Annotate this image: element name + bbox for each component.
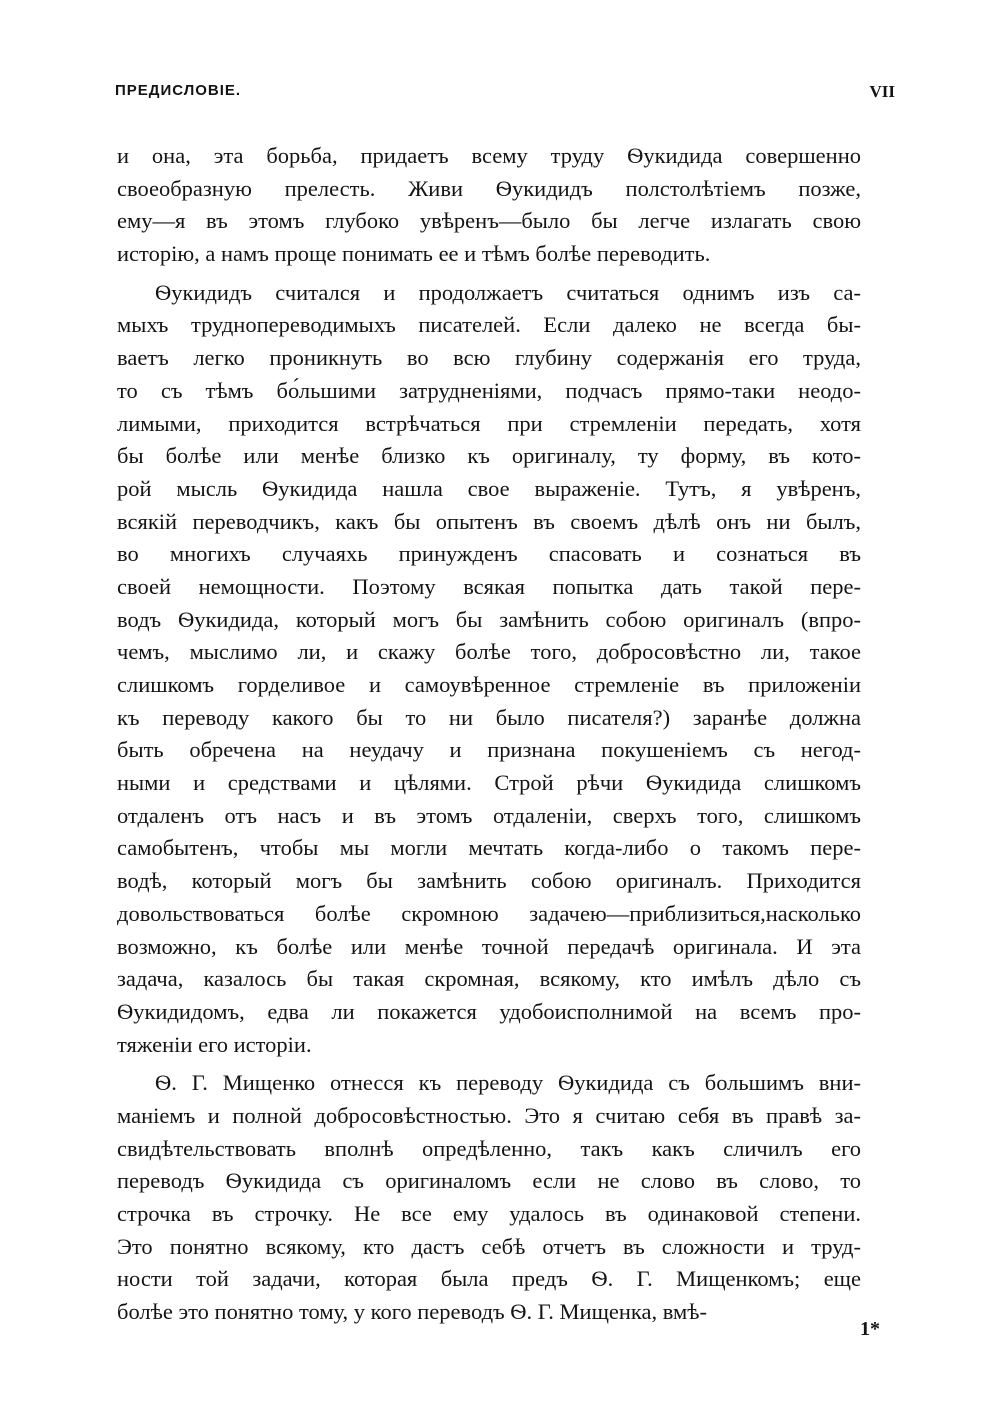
text-line: ваетъ легко проникнуть во всю глубину содержанія его труда, [117, 345, 861, 371]
text-line: водѣ, который могъ бы замѣнить собою оригиналъ. Приходится [117, 868, 861, 894]
text-line: бы болѣе или менѣе близко къ оригиналу, ту форму, въ кото- [117, 443, 861, 469]
text-line: быть обречена на неудачу и признана покушеніемъ съ негод- [117, 737, 861, 763]
text-line: рой мысль Ѳукидида нашла свое выраженіе. Тутъ, я увѣренъ, [117, 475, 861, 501]
running-title: ПРЕДИСЛОВІЕ. [115, 82, 242, 99]
text-line: Ѳукидидомъ, едва ли покажется удобоисполнимой на всемъ про- [117, 998, 861, 1024]
text-line: исторію, а намъ проще понимать ее и тѣмъ болѣе переводить. [117, 241, 711, 267]
text-line: тяженіи его исторіи. [117, 1031, 312, 1057]
text-line: строчка въ строчку. Не все ему удалось въ одинаковой степени. [117, 1201, 861, 1226]
text-line: и она, эта борьба, придаетъ всему труду Ѳукидида совершенно [117, 143, 861, 168]
body-text [117, 140, 861, 1335]
text-line: переводъ Ѳукидида съ оригиналомъ если не слово въ слово, то [117, 1168, 861, 1194]
text-line: болѣе это понятно тому, у кого переводъ Ѳ. Г. Мищенка, вмѣ- [117, 1299, 707, 1325]
text-line: отдаленъ отъ насъ и въ этомъ отдаленіи, сверхъ того, слишкомъ [117, 802, 861, 828]
signature-mark: 1* [860, 1318, 880, 1340]
text-line: Ѳ. Г. Мищенко отнесся къ переводу Ѳукидида съ большимъ вни- [155, 1070, 861, 1096]
text-line: лимыми, приходится встрѣчаться при стремленіи передать, хотя [117, 410, 861, 436]
page-number: VII [869, 82, 895, 101]
paragraph-2 [117, 277, 861, 1062]
paragraph-1 [117, 140, 861, 271]
text-line: свидѣтельствовать вполнѣ опредѣленно, такъ какъ сличилъ его [117, 1135, 861, 1161]
text-line: ными и средствами и цѣлями. Строй рѣчи Ѳукидида слишкомъ [117, 770, 861, 796]
text-line: мыхъ труднопереводимыхъ писателей. Если далеко не всегда бы- [117, 312, 861, 338]
running-head [115, 82, 895, 106]
text-line: во многихъ случаяхь принужденъ спасовать и сознаться въ [117, 541, 861, 567]
text-line: чемъ, мыслимо ли, и скажу болѣе того, добросовѣстно ли, такое [117, 639, 861, 665]
text-line: самобытенъ, чтобы мы могли мечтать когда-либо о такомъ пере- [117, 835, 861, 861]
text-line: Это понятно всякому, кто дастъ себѣ отчетъ въ сложности и труд- [117, 1233, 861, 1259]
text-line: возможно, къ болѣе или менѣе точной передачѣ оригинала. И эта [117, 933, 861, 959]
text-line: то съ тѣмъ бо́льшими затрудненіями, подчасъ прямо-таки неодо- [117, 377, 861, 403]
text-line: ему—я въ этомъ глубоко увѣренъ—было бы легче излагать свою [117, 208, 861, 234]
text-line: ности той задачи, которая была предъ Ѳ. Г. Мищенкомъ; еще [117, 1266, 861, 1292]
text-line: Ѳукидидъ считался и продолжаетъ считаться однимъ изъ са- [155, 279, 861, 305]
text-line: маніемъ и полной добросовѣстностью. Это я считаю себя въ правѣ за- [117, 1102, 861, 1128]
text-line: слишкомъ горделивое и самоувѣренное стремленіе въ приложеніи [117, 672, 861, 697]
text-line: своей немощности. Поэтому всякая попытка дать такой пере- [117, 573, 861, 599]
text-line: своеобразную прелесть. Живи Ѳукидидъ полстолѣтіемъ позже, [117, 175, 861, 201]
text-line: водъ Ѳукидида, который могъ бы замѣнить собою оригиналъ (впро- [117, 606, 861, 632]
text-line: къ переводу какого бы то ни было писателя?) заранѣе должна [117, 704, 861, 730]
text-line: всякій переводчикъ, какъ бы опытенъ въ своемъ дѣлѣ онъ ни былъ, [117, 508, 861, 534]
text-line: задача, казалось бы такая скромная, всякому, кто имѣлъ дѣло съ [117, 966, 861, 992]
paragraph-3 [117, 1067, 861, 1329]
text-line: довольствоваться болѣе скромною задачею—приблизиться,насколько [117, 900, 861, 926]
